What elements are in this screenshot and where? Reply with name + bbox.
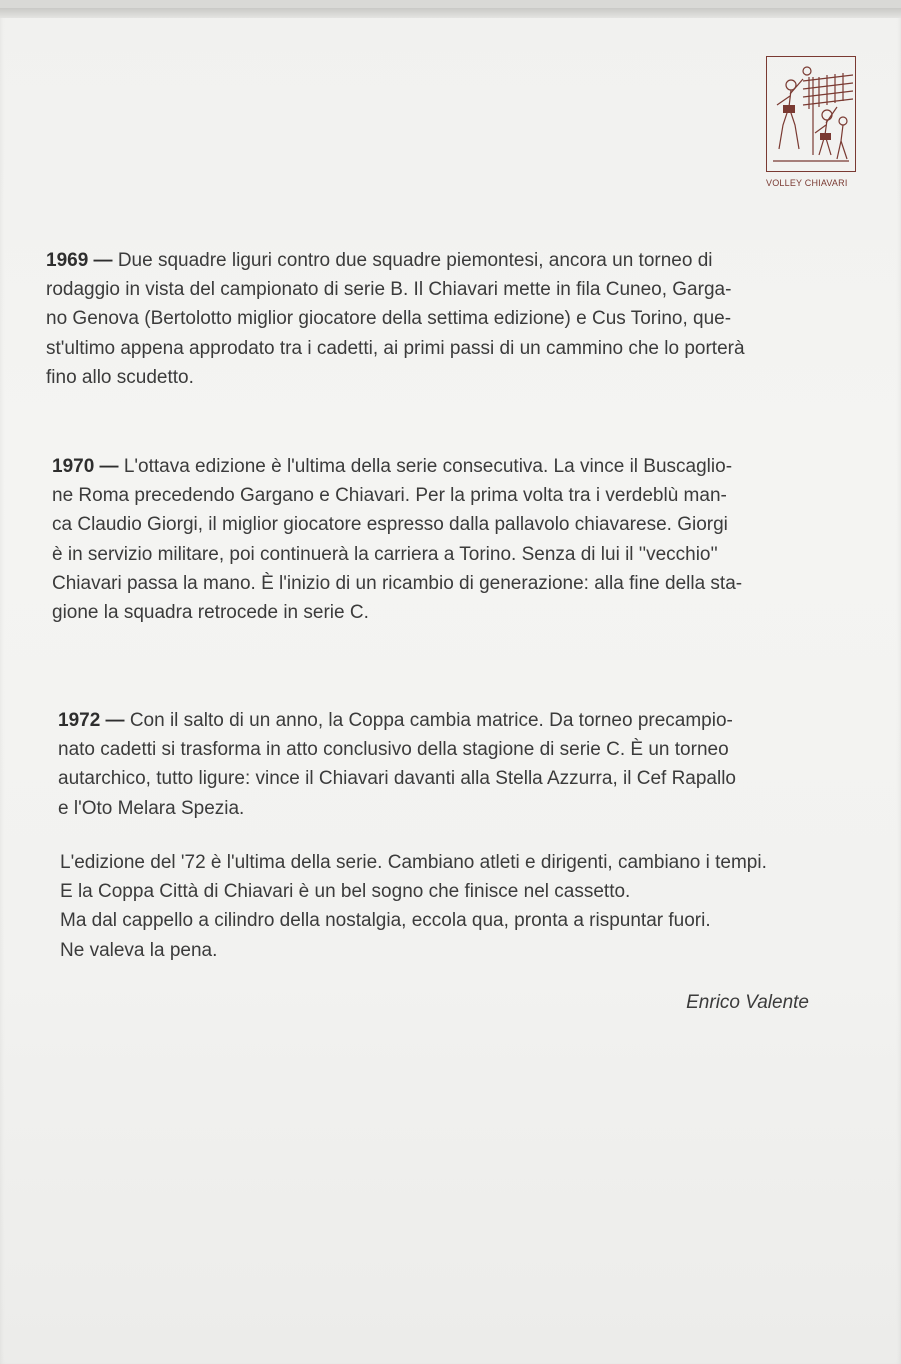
entry-line: autarchico, tutto ligure: vince il Chiavari davanti alla Stella Azzurra, il Cef Rapallo [58, 768, 736, 790]
author-signature: Enrico Valente [686, 992, 809, 1013]
entry-year: 1969 — [46, 250, 113, 271]
logo-caption: VOLLEY CHIAVARI [766, 178, 848, 188]
closing-line: L'edizione del '72 è l'ultima della serie. Cambiano atleti e dirigenti, cambiano i tempi. [60, 852, 767, 873]
entry-1969 [46, 246, 816, 392]
logo-frame [766, 56, 856, 172]
entry-line: ca Claudio Giorgi, il miglior giocatore espresso dalla pallavolo chiavarese. Giorgi [52, 514, 728, 536]
volleyball-players-icon [769, 59, 853, 169]
entry-1972 [58, 706, 828, 823]
entry-line [46, 246, 816, 275]
entry-line [58, 706, 828, 735]
entry-line: rodaggio in vista del campionato di serie B. Il Chiavari mette in fila Cuneo, Gargа- [46, 279, 732, 301]
closing-line: E la Coppa Città di Chiavari è un bel sogno che finisce nel cassetto. [60, 881, 631, 903]
closing-paragraph [60, 848, 830, 965]
entry-text: L'ottava edizione è l'ultima della serie consecutiva. La vince il Buscaglio- [118, 456, 733, 477]
entry-line: st'ultimo appena approdato tra i cadetti, ai primi passi di un cammino che lo porterà [46, 337, 745, 359]
entry-line [52, 452, 822, 481]
page-edge [0, 8, 901, 18]
page [0, 8, 901, 1364]
entry-year: 1970 — [52, 456, 119, 477]
entry-text: Con il salto di un anno, la Coppa cambia matrice. Da torneo precampio- [124, 710, 733, 731]
entry-line: gione la squadra retrocede in serie C. [52, 602, 369, 624]
closing-line: Ne valeva la pena. [60, 939, 218, 961]
entry-line: nato cadetti si trasforma in atto conclusivo della stagione di serie C. È un torneo [58, 739, 729, 761]
entry-1970 [52, 452, 822, 627]
entry-year: 1972 — [58, 710, 125, 731]
closing-line: Ma dal cappello a cilindro della nostalgia, eccola qua, pronta a rispuntar fuori. [60, 910, 711, 932]
entry-line: ne Roma precedendo Gargano e Chiavari. Per la prima volta tra i verdeblù man- [52, 485, 727, 507]
entry-line: è in servizio militare, poi continuerà la carriera a Torino. Senza di lui il ''vecchio'' [52, 543, 718, 565]
entry-line: Chiavari passa la mano. È l'inizio di un ricambio di generazione: alla fine della sta- [52, 572, 743, 594]
volley-chiavari-logo [766, 56, 856, 188]
entry-line: fino allo scudetto. [46, 366, 194, 388]
entry-text: Due squadre liguri contro due squadre piemontesi, ancora un torneo di [112, 250, 713, 271]
entry-line: no Genova (Bertolotto miglior giocatore della settima edizione) e Cus Torino, que- [46, 308, 732, 330]
entry-line: e l'Oto Melara Spezia. [58, 797, 245, 819]
